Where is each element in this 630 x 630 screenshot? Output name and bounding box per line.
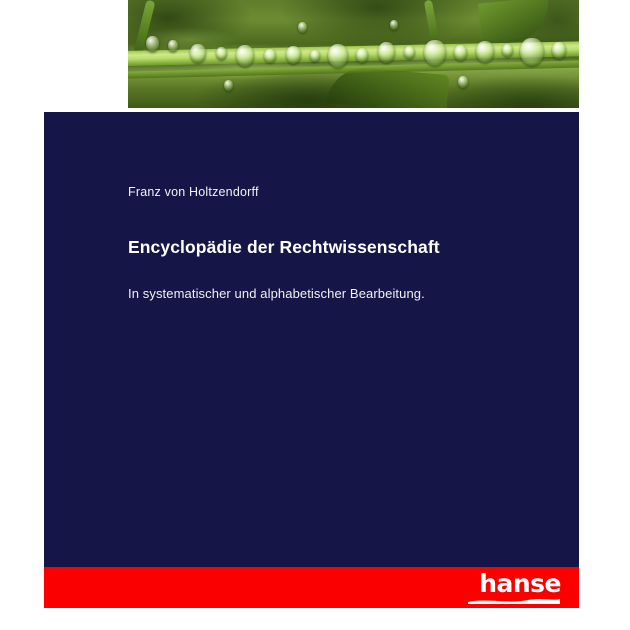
book-author: Franz von Holtzendorff [128,185,259,199]
water-droplet-icon [328,44,348,68]
water-droplet-icon [390,20,398,30]
cover-body [44,112,579,567]
water-droplet-icon [404,46,415,59]
water-droplet-icon [458,76,468,88]
water-droplet-icon [286,46,301,64]
cover-text-block [128,184,548,303]
water-droplet-icon [424,40,446,66]
water-droplet-icon [264,49,276,63]
water-droplet-icon [236,45,254,67]
book-title: Encyclopädie der Rechtwissenschaft [128,237,440,257]
water-droplet-icon [378,42,395,63]
water-droplet-icon [454,45,467,61]
publisher-band [44,567,579,608]
water-droplet-icon [552,42,566,59]
water-droplet-icon [146,36,159,52]
water-droplet-icon [310,50,320,62]
publisher-logo-text: hanse [479,569,561,598]
cover-photo [128,0,579,108]
publisher-logo [465,571,561,605]
publisher-logo-swoosh-icon [468,598,560,604]
water-droplet-icon [298,22,307,33]
water-droplet-icon [190,44,206,63]
water-droplet-icon [216,47,227,60]
water-droplet-icon [168,40,178,52]
water-droplet-icon [356,48,368,63]
water-droplet-icon [224,80,233,91]
water-droplet-icon [476,41,494,63]
book-subtitle: In systematischer und alphabetischer Bearbeitung. [128,286,425,301]
water-droplet-icon [502,44,513,57]
water-droplet-icon [520,38,544,66]
